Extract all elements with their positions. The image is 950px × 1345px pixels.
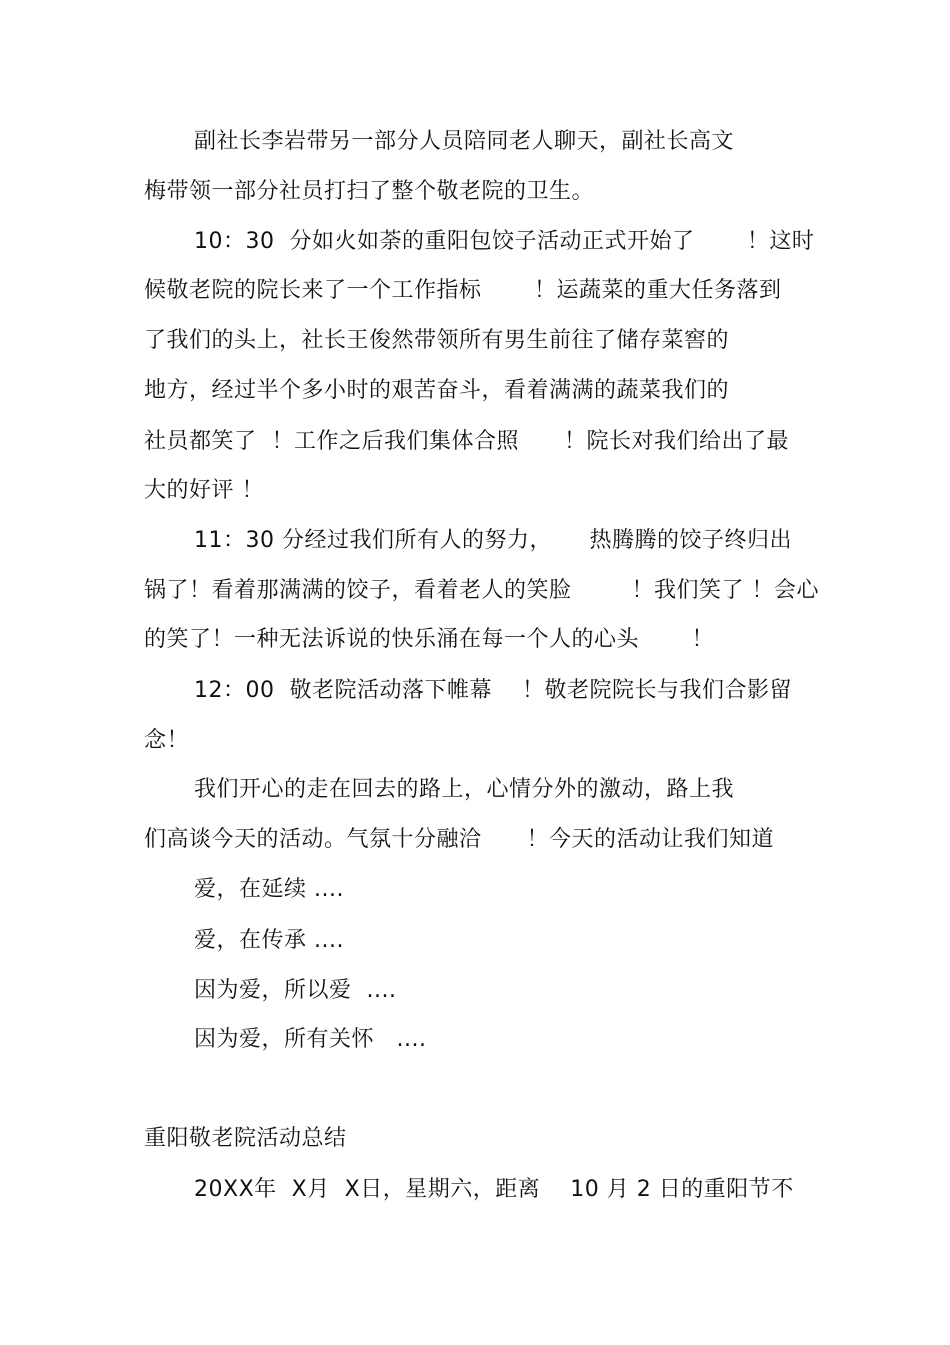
paragraph-line: 的笑了！一种无法诉说的快乐涌在每一个人的心头 ！ (144, 627, 714, 652)
paragraph-line: 锅了！看着那满满的饺子，看着老人的笑脸 ！我们笑了 ！会心 (144, 578, 819, 603)
paragraph-line: 10：30 分如火如荼的重阳包饺子活动正式开始了 ！这时 (194, 229, 815, 254)
paragraph-line: 梅带领一部分社员打扫了整个敬老院的卫生。 (144, 179, 595, 204)
paragraph-line: 们高谈今天的活动。气氛十分融洽 ！今天的活动让我们知道 (144, 827, 774, 852)
paragraph-line: 11：30 分经过我们所有人的努力， 热腾腾的饺子终归出 (194, 528, 792, 553)
verse-line: 因为爱，所以爱 .... (194, 978, 397, 1003)
paragraph-line: 大的好评 ！ (144, 478, 264, 503)
paragraph-line: 12：00 敬老院活动落下帷幕 ！敬老院院长与我们合影留 (194, 678, 792, 703)
paragraph-line: 20XX年 X月 X日，星期六，距离 10 月 2 日的重阳节不 (194, 1177, 794, 1202)
paragraph-line: 社员都笑了 ！工作之后我们集体合照 ！院长对我们给出了最 (144, 429, 789, 454)
section-title: 重阳敬老院活动总结 (144, 1126, 347, 1151)
verse-line: 爱，在传承 .... (194, 928, 344, 953)
paragraph-line: 我们开心的走在回去的路上，心情分外的激动，路上我 (194, 777, 735, 802)
paragraph-line: 副社长李岩带另一部分人员陪同老人聊天，副社长高文 (194, 129, 735, 154)
verse-line: 因为爱，所有关怀 .... (194, 1027, 427, 1052)
paragraph-line: 候敬老院的院长来了一个工作指标 ！运蔬菜的重大任务落到 (144, 278, 782, 303)
paragraph-line: 念！ (144, 728, 190, 753)
paragraph-line: 了我们的头上，社长王俊然带领所有男生前往了储存菜窖的 (144, 328, 730, 353)
paragraph-line: 地方，经过半个多小时的艰苦奋斗，看着满满的蔬菜我们的 (144, 378, 730, 403)
verse-line: 爱，在延续 .... (194, 877, 344, 902)
